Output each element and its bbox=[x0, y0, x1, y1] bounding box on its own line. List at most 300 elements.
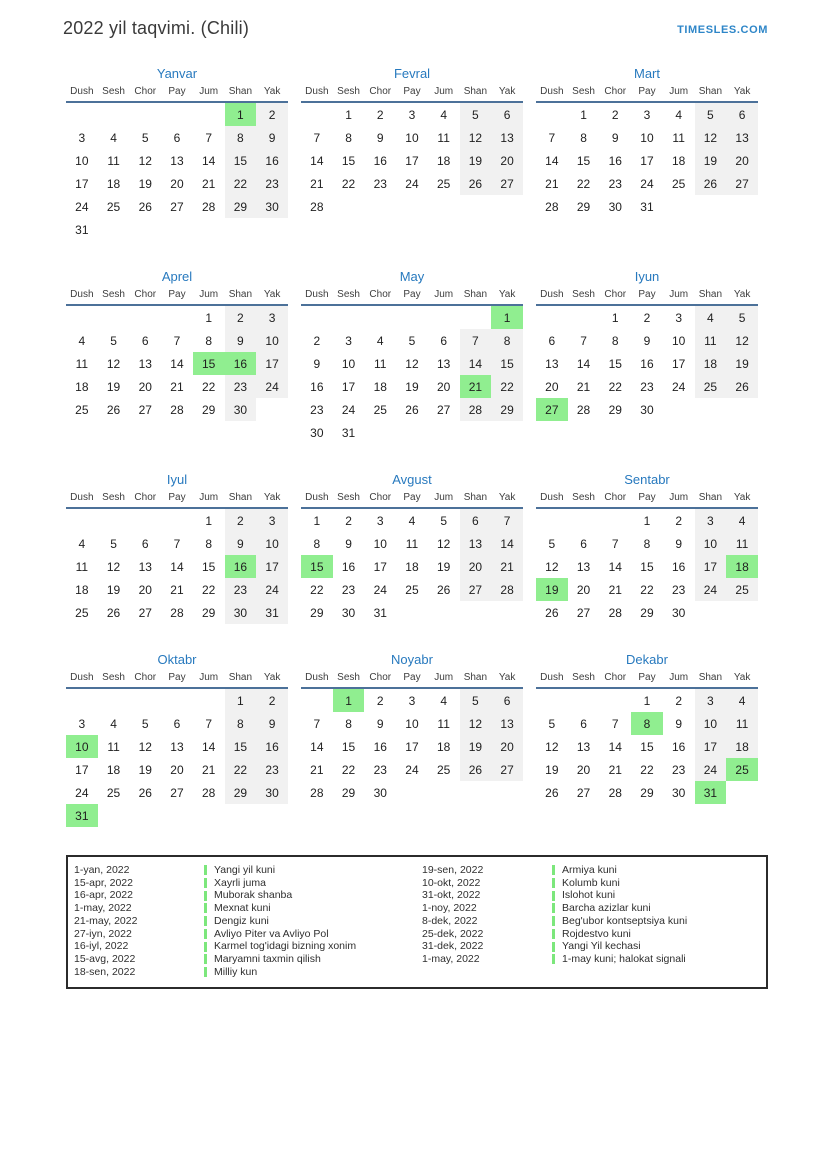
day-cell: 9 bbox=[225, 532, 257, 555]
day-cell: 4 bbox=[110, 716, 117, 731]
day-cell: 17 bbox=[671, 356, 686, 371]
weekday-label: Dush bbox=[301, 289, 333, 305]
holiday-legend bbox=[66, 855, 768, 989]
day-cell: 13 bbox=[545, 356, 559, 371]
day-cell: 12 bbox=[106, 559, 121, 574]
month-days bbox=[66, 688, 288, 827]
day-cell: 4 bbox=[695, 305, 727, 329]
day-cell: 24 bbox=[640, 176, 654, 191]
day-cell: 5 bbox=[460, 102, 492, 126]
day-cell: 4 bbox=[675, 107, 682, 122]
month-title[interactable]: Dekabr bbox=[626, 652, 668, 667]
day-cell: 6 bbox=[440, 333, 447, 348]
weekday-label: Yak bbox=[491, 289, 523, 305]
day-cell: 16 bbox=[608, 153, 622, 168]
empty-cell bbox=[599, 508, 631, 532]
holiday-name: Avliyo Piter va Avliyo Pol bbox=[214, 927, 329, 940]
empty-cell bbox=[428, 305, 460, 329]
week-row bbox=[66, 149, 288, 172]
weekday-header-row bbox=[536, 492, 758, 508]
day-cell: 29 bbox=[491, 398, 523, 421]
holiday-name: Muborak shanba bbox=[214, 889, 293, 902]
day-cell: 30 bbox=[225, 601, 257, 624]
holiday-marker bbox=[204, 929, 207, 939]
day-cell: 5 bbox=[695, 102, 727, 126]
weekday-label: Pay bbox=[631, 492, 663, 508]
calendar-row bbox=[66, 652, 758, 827]
holiday-date: 1-may, 2022 bbox=[74, 902, 132, 915]
day-cell: 20 bbox=[170, 762, 184, 777]
day-cell: 6 bbox=[491, 688, 523, 712]
day-cell: 30 bbox=[373, 785, 387, 800]
month-title[interactable]: Mart bbox=[634, 66, 660, 81]
month-days bbox=[536, 688, 758, 804]
weekday-label: Yak bbox=[726, 672, 758, 688]
empty-cell bbox=[568, 688, 600, 712]
empty-cell bbox=[301, 305, 333, 329]
site-link[interactable]: TIMESLES.COM bbox=[677, 24, 768, 36]
weekday-label: Yak bbox=[256, 86, 288, 102]
day-cell: 19 bbox=[726, 352, 758, 375]
week-row bbox=[536, 352, 758, 375]
day-cell: 11 bbox=[726, 532, 758, 555]
holiday-marker bbox=[552, 916, 555, 926]
week-row bbox=[536, 126, 758, 149]
day-cell: 20 bbox=[576, 762, 591, 777]
week-row bbox=[66, 305, 288, 329]
day-cell: 6 bbox=[726, 102, 758, 126]
legend-row bbox=[70, 902, 418, 915]
weekday-header-row bbox=[301, 672, 523, 688]
week-row bbox=[301, 735, 523, 758]
empty-cell bbox=[333, 305, 365, 329]
day-cell: 13 bbox=[491, 712, 523, 735]
day-cell: 6 bbox=[580, 536, 587, 551]
day-cell: 14 bbox=[170, 356, 184, 371]
weekday-label: Dush bbox=[66, 86, 98, 102]
day-cell: 7 bbox=[580, 333, 587, 348]
holiday-date: 18-sen, 2022 bbox=[74, 965, 136, 978]
day-cell: 10 bbox=[373, 536, 387, 551]
day-cell: 8 bbox=[580, 130, 587, 145]
week-row bbox=[301, 195, 523, 218]
day-cell: 29 bbox=[640, 605, 654, 620]
empty-cell bbox=[161, 688, 193, 712]
weekday-label: Yak bbox=[491, 492, 523, 508]
month-title[interactable]: Iyun bbox=[634, 269, 660, 284]
empty-cell bbox=[428, 781, 460, 804]
day-cell: 15 bbox=[576, 153, 591, 168]
empty-cell bbox=[460, 195, 492, 218]
legend-row bbox=[70, 966, 418, 979]
day-cell: 9 bbox=[611, 130, 619, 145]
day-cell: 6 bbox=[460, 508, 492, 532]
day-cell: 23 bbox=[256, 758, 288, 781]
day-cell: 27 bbox=[460, 578, 492, 601]
weekday-label: Shan bbox=[225, 672, 257, 688]
day-cell: 20 bbox=[491, 149, 523, 172]
empty-cell bbox=[364, 195, 396, 218]
day-cell: 7 bbox=[313, 130, 321, 145]
month-grid bbox=[301, 289, 523, 444]
empty-cell bbox=[98, 688, 130, 712]
day-cell: 9 bbox=[376, 130, 384, 145]
day-cell: 27 bbox=[170, 199, 184, 214]
day-cell: 14 bbox=[545, 153, 559, 168]
day-cell: 8 bbox=[611, 333, 619, 348]
legend-row bbox=[418, 902, 766, 915]
weekday-label: Sesh bbox=[568, 289, 600, 305]
day-cell: 13 bbox=[170, 739, 184, 754]
weekday-label: Shan bbox=[460, 289, 492, 305]
day-cell: 20 bbox=[138, 379, 152, 394]
month-days bbox=[536, 102, 758, 218]
week-row bbox=[66, 735, 288, 758]
day-cell: 13 bbox=[138, 356, 152, 371]
month-oktabr bbox=[66, 652, 288, 827]
year-calendar bbox=[66, 66, 758, 827]
empty-cell bbox=[568, 305, 600, 329]
week-row bbox=[66, 758, 288, 781]
weekday-label: Dush bbox=[536, 672, 568, 688]
empty-cell bbox=[536, 688, 568, 712]
day-cell: 9 bbox=[225, 329, 257, 352]
weekday-label: Chor bbox=[599, 289, 631, 305]
holiday-marker bbox=[204, 891, 207, 901]
day-cell: 21 bbox=[170, 582, 184, 597]
day-cell: 11 bbox=[107, 739, 120, 754]
empty-cell bbox=[161, 102, 193, 126]
week-row bbox=[301, 601, 523, 624]
week-row bbox=[66, 398, 288, 421]
day-cell: 16 bbox=[310, 379, 324, 394]
day-cell: 14 bbox=[170, 559, 184, 574]
day-cell: 11 bbox=[75, 356, 89, 371]
holiday-name: Yangi yil kuni bbox=[214, 864, 276, 876]
day-cell: 6 bbox=[173, 130, 181, 145]
day-cell: 29 bbox=[225, 781, 257, 804]
weekday-label: Sesh bbox=[568, 492, 600, 508]
day-cell: 22 bbox=[201, 379, 216, 394]
weekday-label: Jum bbox=[193, 672, 225, 688]
weekday-header-row bbox=[301, 672, 523, 688]
day-cell: 23 bbox=[225, 375, 257, 398]
day-cell: 16 bbox=[671, 559, 686, 574]
month-days bbox=[301, 305, 523, 444]
day-cell: 2 bbox=[313, 333, 321, 348]
weekday-label: Yak bbox=[491, 86, 523, 102]
holiday-date: 16-apr, 2022 bbox=[74, 889, 133, 902]
day-cell: 3 bbox=[376, 513, 384, 528]
weekday-label: Chor bbox=[599, 672, 631, 688]
day-cell: 20 bbox=[545, 379, 559, 394]
weekday-label: Chor bbox=[129, 672, 161, 688]
day-cell: 5 bbox=[408, 333, 416, 348]
holiday-marker bbox=[204, 916, 207, 926]
day-cell: 14 bbox=[201, 739, 216, 754]
day-cell: 14 bbox=[201, 153, 216, 168]
day-cell: 3 bbox=[78, 130, 86, 145]
day-cell: 27 bbox=[491, 758, 523, 781]
empty-cell bbox=[726, 398, 758, 421]
week-row bbox=[66, 218, 288, 241]
day-cell: 27 bbox=[536, 398, 568, 421]
weekday-header-row bbox=[536, 86, 758, 102]
day-cell: 17 bbox=[256, 555, 288, 578]
empty-cell bbox=[396, 601, 428, 624]
month-title[interactable]: Sentabr bbox=[624, 472, 670, 487]
day-cell: 16 bbox=[256, 149, 288, 172]
day-cell: 6 bbox=[580, 716, 587, 731]
week-row bbox=[66, 712, 288, 735]
day-cell: 12 bbox=[436, 536, 451, 551]
weekday-label: Dush bbox=[301, 492, 333, 508]
month-title[interactable]: Avgust bbox=[392, 472, 432, 487]
day-cell: 26 bbox=[726, 375, 758, 398]
weekday-label: Sesh bbox=[568, 86, 600, 102]
weekday-header-row bbox=[66, 86, 288, 102]
weekday-header-row bbox=[301, 492, 523, 508]
empty-cell bbox=[66, 305, 98, 329]
week-row bbox=[66, 195, 288, 218]
weekday-label: Sesh bbox=[98, 86, 130, 102]
day-cell: 17 bbox=[256, 352, 288, 375]
week-row bbox=[301, 398, 523, 421]
empty-cell bbox=[396, 305, 428, 329]
weekday-label: Sesh bbox=[568, 672, 600, 688]
weekday-label: Jum bbox=[663, 86, 695, 102]
day-cell: 11 bbox=[405, 536, 419, 551]
day-cell: 1 bbox=[205, 513, 212, 528]
day-cell: 29 bbox=[608, 402, 622, 417]
week-row bbox=[66, 375, 288, 398]
day-cell: 4 bbox=[78, 333, 86, 348]
empty-cell bbox=[193, 804, 225, 827]
legend-row bbox=[418, 864, 766, 877]
day-cell: 11 bbox=[437, 716, 450, 731]
holiday-marker bbox=[552, 878, 555, 888]
weekday-label: Pay bbox=[396, 86, 428, 102]
day-cell: 3 bbox=[256, 305, 288, 329]
day-cell: 18 bbox=[373, 379, 387, 394]
week-row bbox=[301, 102, 523, 126]
day-cell: 7 bbox=[313, 716, 321, 731]
week-row bbox=[536, 149, 758, 172]
day-cell: 1 bbox=[345, 107, 352, 122]
weekday-label: Yak bbox=[726, 492, 758, 508]
week-row bbox=[536, 329, 758, 352]
day-cell: 26 bbox=[460, 758, 492, 781]
day-cell: 2 bbox=[256, 688, 288, 712]
day-cell: 13 bbox=[491, 126, 523, 149]
day-cell: 22 bbox=[225, 758, 257, 781]
week-row bbox=[536, 375, 758, 398]
day-cell: 13 bbox=[460, 532, 492, 555]
day-cell: 4 bbox=[78, 536, 86, 551]
empty-cell bbox=[161, 508, 193, 532]
empty-cell bbox=[193, 218, 225, 241]
week-row bbox=[66, 804, 288, 827]
weekday-label: Jum bbox=[428, 492, 460, 508]
week-row bbox=[66, 126, 288, 149]
weekday-header-row bbox=[66, 492, 288, 508]
week-row bbox=[301, 508, 523, 532]
empty-cell bbox=[491, 421, 523, 444]
month-fevral bbox=[301, 66, 523, 241]
month-grid bbox=[66, 672, 288, 827]
day-cell: 2 bbox=[643, 310, 651, 325]
day-cell: 13 bbox=[138, 559, 152, 574]
day-cell: 28 bbox=[545, 199, 559, 214]
empty-cell bbox=[98, 305, 130, 329]
week-row bbox=[66, 508, 288, 532]
weekday-label: Yak bbox=[491, 672, 523, 688]
holiday-marker bbox=[552, 929, 555, 939]
day-cell: 15 bbox=[491, 352, 523, 375]
day-cell: 10 bbox=[695, 532, 727, 555]
empty-cell bbox=[161, 804, 193, 827]
day-cell: 21 bbox=[310, 762, 324, 777]
day-cell: 21 bbox=[491, 555, 523, 578]
day-cell: 30 bbox=[256, 195, 288, 218]
day-cell: 19 bbox=[138, 176, 152, 191]
day-cell: 30 bbox=[256, 781, 288, 804]
day-cell: 27 bbox=[576, 605, 591, 620]
day-cell: 24 bbox=[405, 762, 419, 777]
week-row bbox=[66, 688, 288, 712]
empty-cell bbox=[536, 305, 568, 329]
weekday-label: Pay bbox=[396, 492, 428, 508]
day-cell: 3 bbox=[345, 333, 352, 348]
day-cell: 20 bbox=[138, 582, 152, 597]
weekday-label: Yak bbox=[726, 86, 758, 102]
weekday-label: Pay bbox=[631, 86, 663, 102]
day-cell: 20 bbox=[170, 176, 184, 191]
day-cell: 29 bbox=[201, 605, 216, 620]
day-cell: 3 bbox=[675, 310, 682, 325]
weekday-label: Yak bbox=[726, 289, 758, 305]
month-days bbox=[66, 305, 288, 421]
weekday-label: Dush bbox=[66, 672, 98, 688]
day-cell: 23 bbox=[608, 176, 622, 191]
day-cell: 9 bbox=[675, 716, 682, 731]
holiday-name: Rojdestvo kuni bbox=[562, 927, 631, 940]
weekday-label: Pay bbox=[631, 289, 663, 305]
day-cell: 22 bbox=[640, 582, 654, 597]
month-grid bbox=[536, 86, 758, 218]
day-cell: 30 bbox=[671, 785, 686, 800]
weekday-label: Chor bbox=[129, 289, 161, 305]
day-cell: 8 bbox=[631, 712, 663, 735]
month-title[interactable]: Iyul bbox=[166, 472, 188, 487]
week-row bbox=[536, 305, 758, 329]
weekday-label: Shan bbox=[695, 86, 727, 102]
day-cell: 18 bbox=[106, 176, 121, 191]
month-title[interactable]: Yanvar bbox=[156, 66, 198, 81]
day-cell: 29 bbox=[640, 785, 654, 800]
weekday-label: Jum bbox=[193, 86, 225, 102]
holiday-name: Armiya kuni bbox=[562, 864, 617, 876]
day-cell: 2 bbox=[225, 508, 257, 532]
day-cell: 25 bbox=[726, 758, 758, 781]
weekday-header-row bbox=[66, 289, 288, 305]
day-cell: 21 bbox=[310, 176, 324, 191]
month-title[interactable]: May bbox=[399, 269, 425, 284]
weekday-label: Jum bbox=[663, 672, 695, 688]
holiday-name: Kolumb kuni bbox=[562, 876, 620, 889]
day-cell: 8 bbox=[205, 536, 212, 551]
day-cell: 19 bbox=[138, 762, 152, 777]
day-cell: 19 bbox=[545, 762, 559, 777]
day-cell: 18 bbox=[726, 735, 758, 758]
day-cell: 1 bbox=[643, 693, 651, 708]
month-may bbox=[301, 269, 523, 444]
week-row bbox=[536, 781, 758, 804]
empty-cell bbox=[428, 195, 460, 218]
holiday-name: Beg'ubor kontseptsiya kuni bbox=[562, 914, 688, 927]
holiday-date: 15-avg, 2022 bbox=[74, 952, 136, 965]
month-title[interactable]: Aprel bbox=[161, 269, 193, 284]
day-cell: 31 bbox=[695, 781, 727, 804]
month-grid bbox=[301, 672, 523, 804]
legend-row bbox=[418, 928, 766, 941]
day-cell: 31 bbox=[373, 605, 387, 620]
weekday-label: Pay bbox=[631, 672, 663, 688]
calendar-row bbox=[66, 66, 758, 241]
day-cell: 10 bbox=[256, 329, 288, 352]
weekday-label: Yak bbox=[256, 492, 288, 508]
empty-cell bbox=[536, 508, 568, 532]
holiday-date: 31-okt, 2022 bbox=[422, 889, 481, 902]
weekday-label: Jum bbox=[428, 86, 460, 102]
page-title: 2022 yil taqvimi. (Chili) bbox=[63, 18, 250, 38]
month-title[interactable]: Oktabr bbox=[157, 652, 197, 667]
month-title[interactable]: Fevral bbox=[393, 66, 431, 81]
empty-cell bbox=[66, 102, 98, 126]
weekday-label: Shan bbox=[460, 672, 492, 688]
month-iyun bbox=[536, 269, 758, 444]
day-cell: 9 bbox=[345, 536, 352, 551]
weekday-label: Sesh bbox=[333, 672, 365, 688]
month-grid bbox=[536, 672, 758, 804]
holiday-name: Karmel tog'idagi bizning xonim bbox=[214, 940, 357, 953]
day-cell: 26 bbox=[545, 785, 559, 800]
day-cell: 25 bbox=[75, 402, 89, 417]
weekday-header-row bbox=[536, 289, 758, 305]
holiday-name: Maryamni taxmin qilish bbox=[214, 952, 321, 965]
legend-row bbox=[70, 915, 418, 928]
day-cell: 21 bbox=[201, 762, 216, 777]
day-cell: 22 bbox=[310, 582, 324, 597]
day-cell: 9 bbox=[675, 536, 682, 551]
day-cell: 28 bbox=[201, 199, 216, 214]
day-cell: 10 bbox=[75, 153, 89, 168]
empty-cell bbox=[428, 601, 460, 624]
month-title[interactable]: Noyabr bbox=[391, 652, 433, 667]
day-cell: 6 bbox=[141, 536, 149, 551]
day-cell: 10 bbox=[671, 333, 686, 348]
day-cell: 10 bbox=[640, 130, 654, 145]
day-cell: 15 bbox=[225, 149, 257, 172]
day-cell: 23 bbox=[373, 176, 387, 191]
day-cell: 17 bbox=[341, 379, 356, 394]
day-cell: 22 bbox=[640, 762, 654, 777]
day-cell: 3 bbox=[643, 107, 651, 122]
day-cell: 31 bbox=[640, 199, 654, 214]
day-cell: 28 bbox=[491, 578, 523, 601]
day-cell: 16 bbox=[225, 352, 257, 375]
day-cell: 26 bbox=[106, 402, 121, 417]
